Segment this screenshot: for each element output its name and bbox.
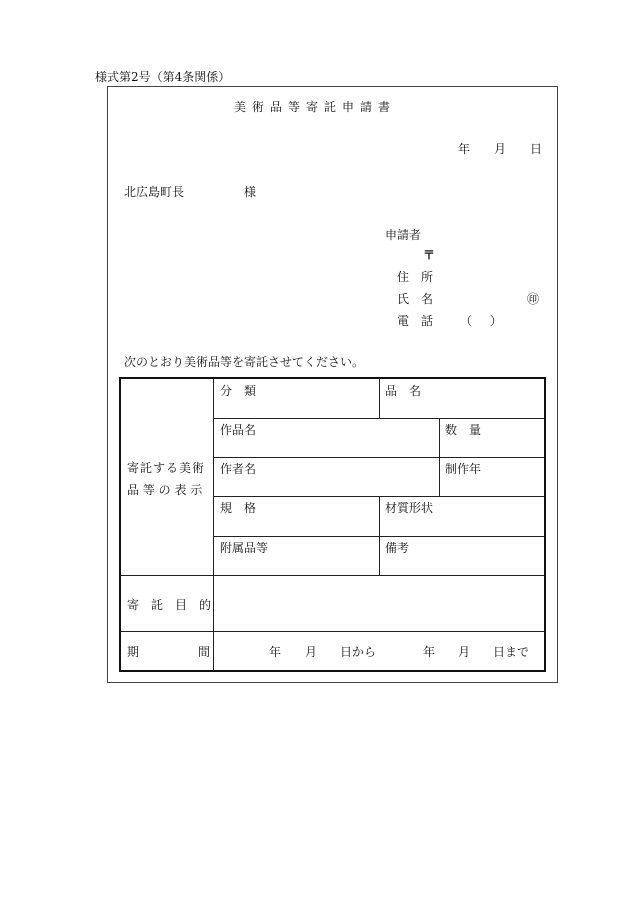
applicant-heading: 申請者 — [385, 228, 422, 242]
classification-label: 分 類 — [220, 384, 257, 398]
table-row-divider — [214, 418, 544, 419]
addressee-name: 北広島町長 — [124, 185, 185, 199]
artist-label: 作者名 — [220, 462, 257, 476]
form-title: 美術品等寄託申請書 — [233, 100, 396, 114]
phone-paren-open: （ — [460, 314, 473, 328]
material-form-label: 材質形状 — [385, 501, 434, 515]
production-year-label: 制作年 — [445, 462, 482, 476]
work-title-label: 作品名 — [220, 423, 257, 437]
table-column-divider — [439, 418, 440, 496]
section-label-line1: 寄託する美術 — [127, 461, 206, 475]
accessories-label: 附属品等 — [220, 541, 269, 555]
period-to-day: 日まで — [493, 645, 530, 659]
addressee-honorific: 様 — [244, 185, 257, 199]
intro-text: 次のとおり美術品等を寄託させてください。 — [124, 355, 365, 369]
name-label: 氏 名 — [397, 292, 434, 306]
address-label: 住 所 — [397, 270, 434, 284]
postal-mark: 〒 — [423, 248, 436, 262]
table-row-divider — [121, 575, 544, 576]
period-to-month: 月 — [458, 645, 471, 659]
table-row-divider — [214, 457, 544, 458]
date-day-label: 日 — [530, 142, 543, 156]
date-year-label: 年 — [458, 142, 471, 156]
item-name-label: 品 名 — [385, 384, 422, 398]
table-column-divider — [379, 379, 380, 418]
period-from-day: 日から — [340, 645, 377, 659]
period-label-left: 期 — [127, 645, 140, 659]
deposit-purpose-label: 寄 託 目 的 — [127, 598, 212, 612]
period-label-right: 間 — [198, 645, 211, 659]
period-from-year: 年 — [269, 645, 282, 659]
table-column-divider — [379, 496, 380, 575]
phone-paren-close: ） — [490, 314, 503, 328]
period-to-year: 年 — [423, 645, 436, 659]
date-month-label: 月 — [494, 142, 507, 156]
dimensions-label: 規 格 — [220, 501, 257, 515]
quantity-label: 数 量 — [445, 423, 482, 437]
deposit-details-table — [119, 377, 546, 672]
period-from-month: 月 — [305, 645, 318, 659]
section-label-line2: 品 等 の 表 示 — [127, 483, 203, 497]
form-number-label: 様式第2号（第4条関係） — [95, 70, 231, 84]
remarks-label: 備考 — [385, 541, 410, 555]
table-left-column-divider — [213, 379, 214, 670]
seal-mark: ㊞ — [527, 292, 540, 306]
phone-label: 電 話 — [397, 314, 434, 328]
table-row-divider — [121, 631, 544, 632]
